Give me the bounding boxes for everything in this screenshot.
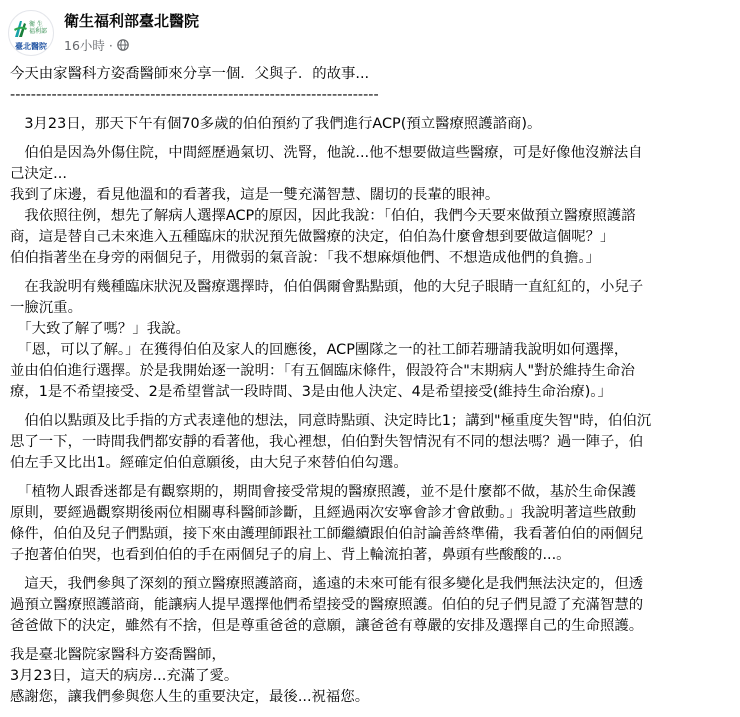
post-text-line: 原則，要經過觀察期後兩位相關專科醫師診斷，且經過兩次安寧會診才會啟動。」我說明著這些啟動: [10, 505, 636, 521]
post-text-line: 商，這是替自己未來進入五種臨床的狀況預先做醫療的決定，伯伯為什麼會想到要做這個呢？」: [10, 229, 615, 245]
post-text-line: 伯伯是因為外傷住院，中間經歷過氣切、洗腎，他說...他不想要做這些醫療，可是好像他沒辦法自: [10, 145, 643, 161]
post-text-line: 感謝您，讓我們參與您人生的重要決定，最後...祝福您。: [10, 689, 370, 705]
post-text-line: 我依照往例，想先了解病人選擇ACP的原因，因此我說：「伯伯，我們今天要來做預立醫療照護諮: [10, 208, 636, 224]
post-timestamp[interactable]: 16小時: [64, 38, 105, 53]
post-text-line: 我是臺北醫院家醫科方姿喬醫師，: [10, 647, 226, 663]
post-text-line: 爸爸做下的決定，雖然有不捨，但是尊重爸爸的意願，讓爸爸有尊嚴的安排及選擇自己的生命照護。: [10, 618, 644, 634]
paragraph-gap: [10, 474, 734, 482]
post-text-line: 「大致了解了嗎？」我說。: [10, 321, 190, 337]
post-text-line: 「植物人跟香迷都是有觀察期的，期間會接受常規的醫療照護，並不是什麼都不做，基於生命保護: [10, 484, 636, 500]
hospital-logo-icon: [13, 17, 29, 39]
post-text-line: 伯伯以點頭及比手指的方式表達他的想法，同意時點頭、決定時比1；講到"極重度失智"時，伯伯沉: [10, 413, 652, 429]
paragraph-gap: [10, 106, 734, 114]
globe-icon[interactable]: [117, 39, 129, 51]
paragraph-gap: [10, 637, 734, 645]
page-name-link[interactable]: 衛生福利部臺北醫院: [64, 12, 200, 30]
post-message: [10, 64, 734, 708]
post-meta: [64, 36, 129, 54]
meta-separator: ·: [108, 37, 113, 53]
post-text-line: -----------------------------------------------------------------------: [10, 87, 379, 103]
post-text-line: 今天由家醫科方姿喬醫師來分享一個．父與子．的故事...: [10, 66, 370, 82]
post-text-line: 並由伯伯進行選擇。於是我開始逐一說明：「有五個臨床條件，假設符合"末期病人"對於維持生命治: [10, 363, 635, 379]
paragraph-gap: [10, 403, 734, 411]
post-text-line: 子抱著伯伯哭，也看到伯伯的手在兩個兒子的肩上、背上輪流拍著，鼻頭有些酸酸的...。: [10, 547, 571, 563]
post-text-line: 條件，伯伯及兒子們點頭，接下來由護理師跟社工師繼續跟伯伯討論善終準備，我看著伯伯的兩個兒: [10, 526, 644, 542]
post-text-line: 療，1是不希望接受、2是希望嘗試一段時間、3是由他人決定、4是希望接受(維持生命治療)。」: [10, 384, 612, 400]
post-text-line: 思了一下，一時間我們都安靜的看著他，我心裡想，伯伯對失智情況有不同的想法嗎？過一陣子，伯: [10, 434, 644, 450]
page-avatar[interactable]: [8, 10, 54, 56]
logo-ministry-text: 衛 生 福利部: [29, 21, 48, 35]
post-text-line: 3月23日，這天的病房...充滿了愛。: [10, 668, 239, 684]
post-text-line: 我到了床邊，看見他溫和的看著我，這是一雙充滿智慧、闊切的長輩的眼神。: [10, 187, 500, 203]
post-text-line: 伯左手又比出1。經確定伯伯意願後，由大兒子來替伯伯勾選。: [10, 455, 408, 471]
paragraph-gap: [10, 566, 734, 574]
paragraph-gap: [10, 135, 734, 143]
paragraph-gap: [10, 269, 734, 277]
post-text-line: 3月23日，那天下午有個70多歲的伯伯預約了我們進行ACP(預立醫療照護諮商)。: [10, 116, 542, 132]
post-text-line: 己決定...: [10, 166, 67, 182]
logo-hospital-name: 臺北醫院: [15, 42, 47, 51]
post-text-line: 在我說明有幾種臨床狀況及醫療選擇時，伯伯偶爾會點點頭，他的大兒子眼睛一直紅紅的，小兒子: [10, 279, 644, 295]
post-text-line: 伯伯指著坐在身旁的兩個兒子，用微弱的氣音說：「我不想麻煩他們、不想造成他們的負擔。」: [10, 250, 601, 266]
post-text-line: 「恩，可以了解。」在獲得伯伯及家人的回應後，ACP團隊之一的社工師若珊請我說明如何選擇，: [10, 342, 629, 358]
post-text-line: 一臉沉重。: [10, 300, 82, 316]
post-text-line: 這天，我們參與了深刻的預立醫療照護諮商，遙遠的未來可能有很多變化是我們無法決定的，但透: [10, 576, 644, 592]
post-text-line: 過預立醫療照護諮商，能讓病人提早選擇他們希望接受的醫療照護。伯伯的兒子們見證了充滿智慧的: [10, 597, 644, 613]
